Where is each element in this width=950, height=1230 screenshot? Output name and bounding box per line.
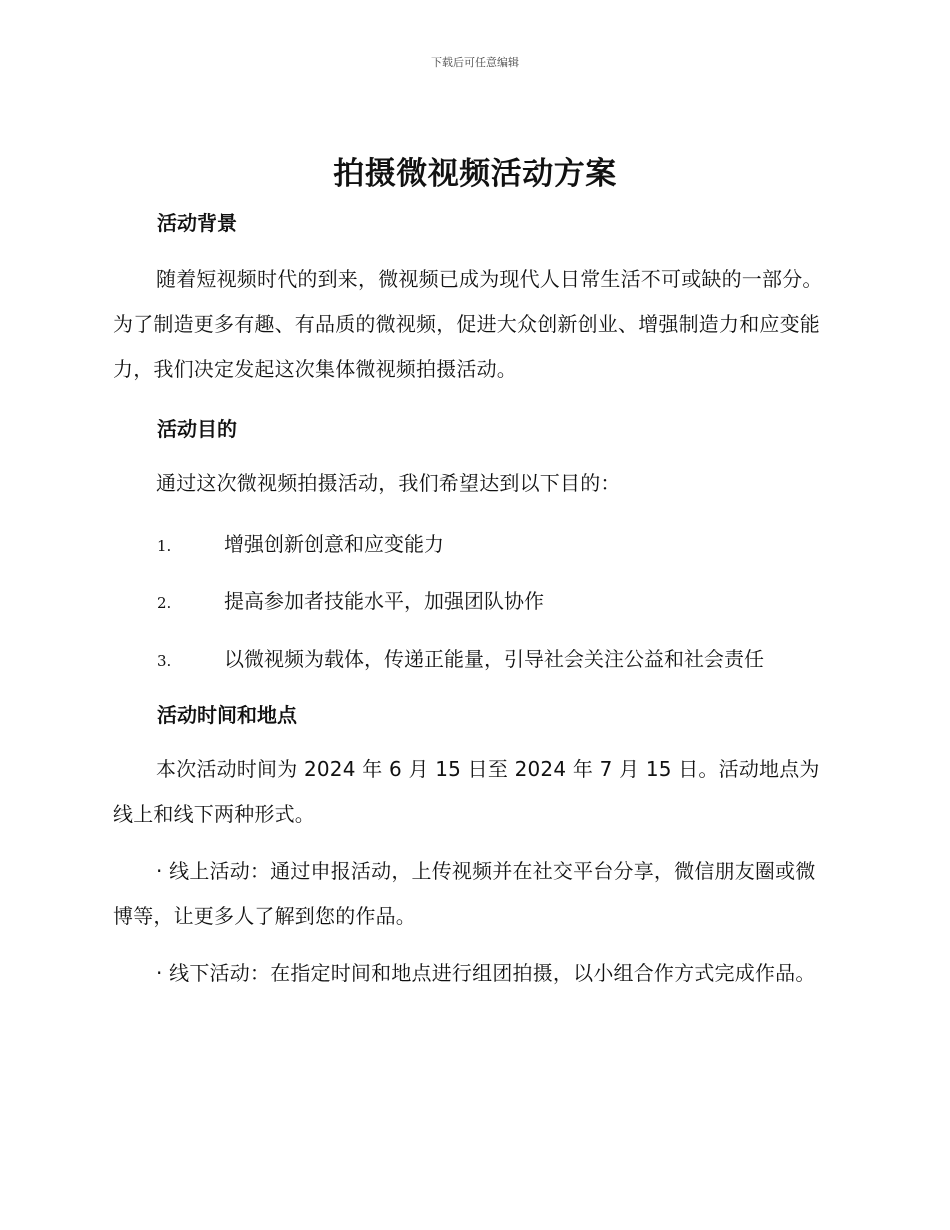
section-heading-background: 活动背景 (157, 211, 237, 235)
list-item-text: 以微视频为载体，传递正能量，引导社会关注公益和社会责任 (224, 647, 764, 671)
list-item (157, 585, 544, 614)
list-item-text: 提高参加者技能水平，加强团队协作 (224, 589, 544, 613)
purpose-intro: 通过这次微视频拍摄活动，我们希望达到以下目的： (156, 471, 621, 495)
section-heading-time-place: 活动时间和地点 (157, 703, 297, 727)
page-title: 拍摄微视频活动方案 (333, 156, 617, 192)
list-item-text: 增强创新创意和应变能力 (224, 532, 444, 556)
list-item-number: 2. (157, 594, 172, 612)
bullet-offline: · 线下活动：在指定时间和地点进行组团拍摄，以小组合作方式完成作品。 (156, 961, 816, 985)
list-item (157, 643, 764, 672)
list-item-number: 1. (157, 537, 172, 555)
time-place-paragraph: 本次活动时间为 2024 年 6 月 15 日至 2024 年 7 月 15 日。活动地点为线上和线下两种形式。 (113, 757, 820, 826)
header-note: 下载后可任意编辑 (431, 56, 519, 69)
list-item (157, 528, 444, 557)
background-paragraph: 随着短视频时代的到来，微视频已成为现代人日常生活不可或缺的一部分。为了制造更多有趣、有品质的微视频，促进大众创新创业、增强制造力和应变能力，我们决定发起这次集体微视频拍摄活动。 (113, 267, 823, 381)
section-heading-purpose: 活动目的 (157, 417, 237, 441)
bullet-online: · 线上活动：通过申报活动，上传视频并在社交平台分享，微信朋友圈或微博等，让更多人了解到您的作品。 (113, 859, 816, 928)
list-item-number: 3. (157, 652, 172, 670)
